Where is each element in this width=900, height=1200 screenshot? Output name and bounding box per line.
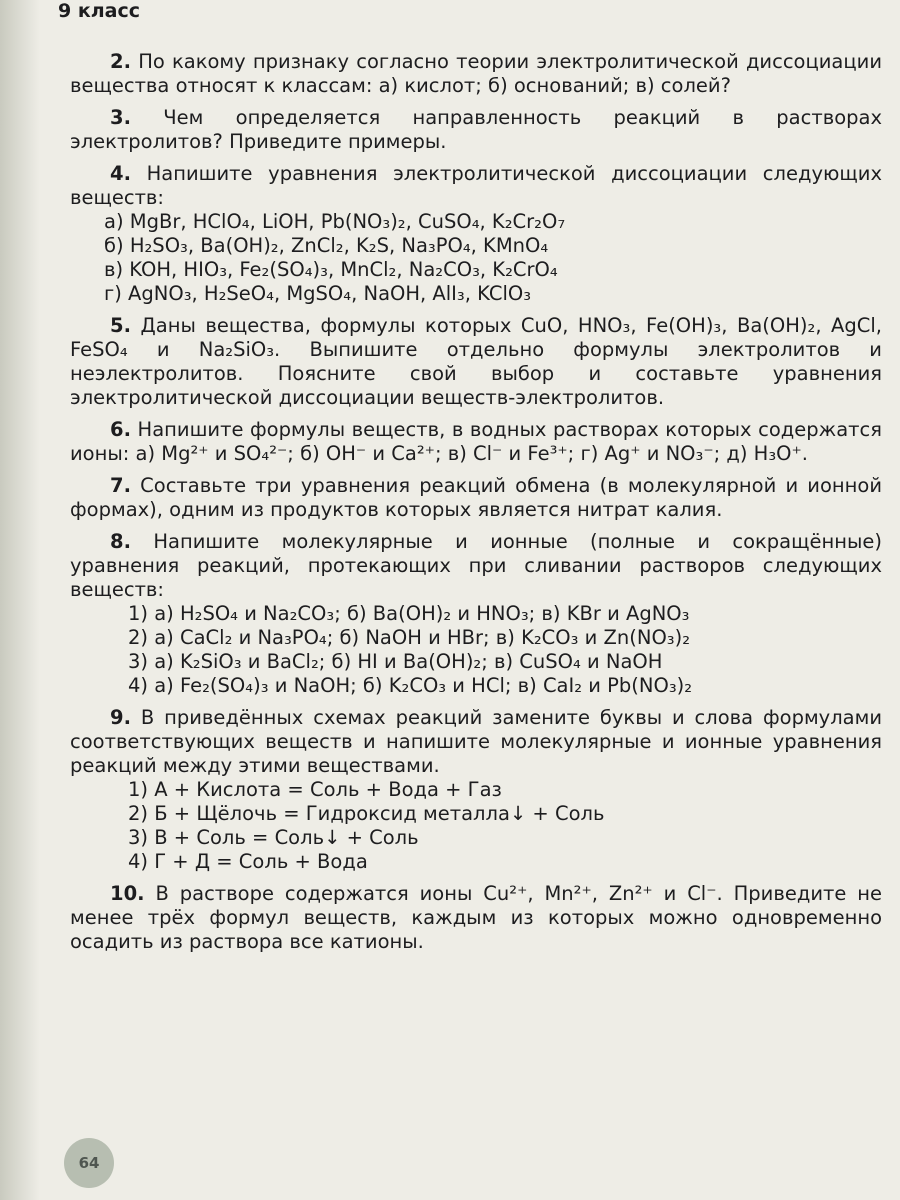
page-number-badge: 64 [64,1138,114,1188]
problem-6: 6. Напишите формулы веществ, в водных растворах которых содержатся ионы: а) Mg²⁺ и SO₄²⁻; б) OH⁻ и Ca²⁺; в) Cl⁻ и Fe³⁺; г) Ag⁺ и NO₃⁻; д) H₃O⁺. [70,418,882,465]
problem-9-line: 3) В + Соль = Соль↓ + Соль [128,826,419,849]
problem-8: 8. Напишите молекулярные и ионные (полные и сокращённые) уравнения реакций, протекающих при сливании растворов следующих веществ: 1) а) H₂SO₄ и Na₂CO₃; б) Ba(OH)₂ и HNO₃; в) KBr и AgNO₃ 2) а) CaCl₂ и Na₃PO₄; б) NaOH и HBr; в) K₂CO₃ и Zn(NO₃)₂ 3) а) K₂SiO₃ и BaCl₂; б) HI и Ba(OH)₂; в) CuSO₄ и NaOH 4) а) Fe₂(SO₄)₃ и NaOH; б) K₂CO₃ и HCl; в) CaI₂ и Pb(NO₃)₂ [70,530,882,697]
problem-4-line: г) AgNO₃, H₂SeO₄, MgSO₄, NaOH, AlI₃, KClO₃ [104,282,532,305]
problem-9: 9. В приведённых схемах реакций замените буквы и слова формулами соответствующих веществ и напишите молекулярные и ионные уравнения реакций между этими веществами. 1) А + Кислота = Соль + Вода + Газ 2) Б + Щёлочь = Гидроксид металла↓ + Соль 3) В + Соль = Соль↓ + Соль 4) Г + Д = Соль + Вода [70,706,882,873]
page-binding-shadow [0,0,40,1200]
problem-2: 2. По какому признаку согласно теории электролитической диссоциации вещества относят к классам: а) кислот; б) оснований; в) солей? [70,50,882,97]
page-header: 9 класс [58,0,140,22]
problem-8-line: 1) а) H₂SO₄ и Na₂CO₃; б) Ba(OH)₂ и HNO₃; в) KBr и AgNO₃ [128,602,690,625]
problem-4-line: а) MgBr, HClO₄, LiOH, Pb(NO₃)₂, CuSO₄, K₂Cr₂O₇ [104,210,566,233]
problem-3: 3. Чем определяется направленность реакций в растворах электролитов? Приведите примеры. [70,106,882,153]
problem-8-line: 3) а) K₂SiO₃ и BaCl₂; б) HI и Ba(OH)₂; в) CuSO₄ и NaOH [128,650,663,673]
problem-9-line: 4) Г + Д = Соль + Вода [128,850,368,873]
problem-4: 4. Напишите уравнения электролитической диссоциации следующих веществ: а) MgBr, HClO₄, LiOH, Pb(NO₃)₂, CuSO₄, K₂Cr₂O₇ б) H₂SO₃, Ba(OH)₂, ZnCl₂, K₂S, Na₃PO₄, KMnO₄ в) KOH, HIO₃, Fe₂(SO₄)₃, MnCl₂, Na₂CO₃, K₂CrO₄ г) AgNO₃, H₂SeO₄, MgSO₄, NaOH, AlI₃, KClO₃ [70,162,882,305]
problem-8-line: 4) а) Fe₂(SO₄)₃ и NaOH; б) K₂CO₃ и HCl; в) CaI₂ и Pb(NO₃)₂ [128,674,693,697]
problem-7: 7. Составьте три уравнения реакций обмена (в молекулярной и ионной формах), одним из продуктов которых является нитрат калия. [70,474,882,521]
problem-9-line: 1) А + Кислота = Соль + Вода + Газ [128,778,502,801]
problem-8-line: 2) а) CaCl₂ и Na₃PO₄; б) NaOH и HBr; в) K₂CO₃ и Zn(NO₃)₂ [128,626,691,649]
problem-4-line: б) H₂SO₃, Ba(OH)₂, ZnCl₂, K₂S, Na₃PO₄, KMnO₄ [104,234,549,257]
problem-9-line: 2) Б + Щёлочь = Гидроксид металла↓ + Соль [128,802,605,825]
problem-4-line: в) KOH, HIO₃, Fe₂(SO₄)₃, MnCl₂, Na₂CO₃, K₂CrO₄ [104,258,558,281]
problems-list [70,50,882,962]
problem-5: 5. Даны вещества, формулы которых CuO, HNO₃, Fe(OH)₃, Ba(OH)₂, AgCl, FeSO₄ и Na₂SiO₃. Выпишите отдельно формулы электролитов и неэлектролитов. Поясните свой выбор и составьте уравнения электролитической диссоциации веществ-электролитов. [70,314,882,409]
problem-10: 10. В растворе содержатся ионы Cu²⁺, Mn²⁺, Zn²⁺ и Cl⁻. Приведите не менее трёх формул веществ, каждым из которых можно одновременно осадить из раствора все катионы. [70,882,883,953]
